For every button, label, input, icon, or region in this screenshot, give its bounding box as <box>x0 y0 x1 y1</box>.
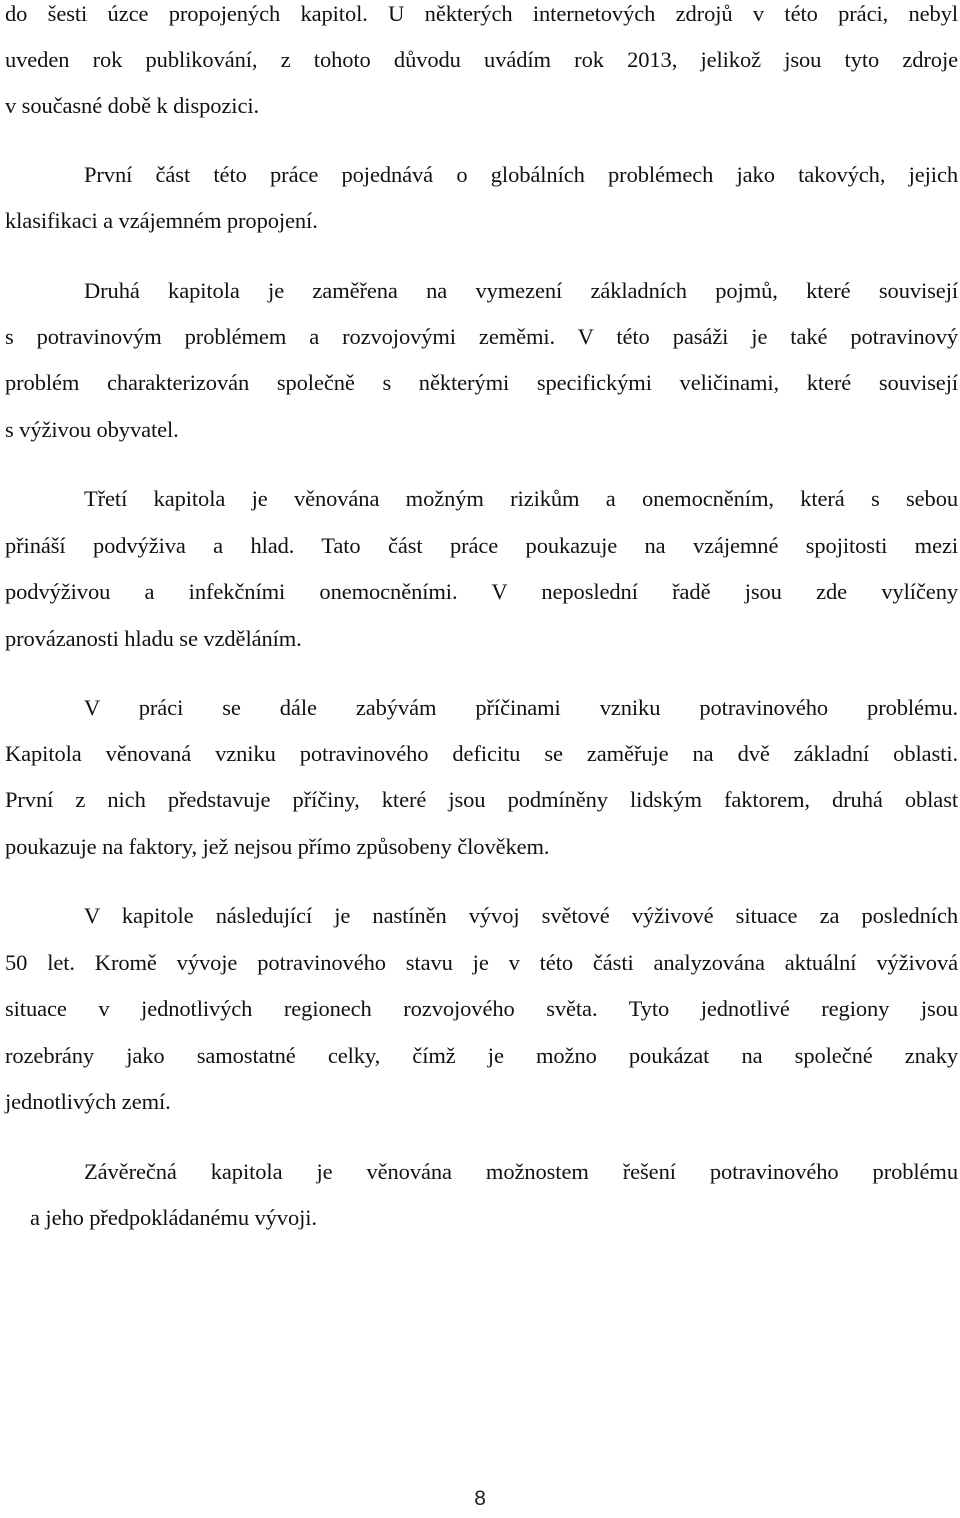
text-line: podvýživou a infekčními onemocněními. V neposlední řadě jsou zde vylíčeny <box>5 579 958 604</box>
text-line: Druhá kapitola je zaměřena na vymezení základních pojmů, které souvisejí <box>84 278 958 303</box>
text-line: 50 let. Kromě vývoje potravinového stavu je v této části analyzována aktuální výživová <box>5 950 958 975</box>
text-line: rozebrány jako samostatné celky, čímž je možno poukázat na společné znaky <box>5 1043 958 1068</box>
text-line: a jeho předpokládanému vývoji. <box>30 1205 317 1230</box>
text-line: Závěrečná kapitola je věnována možnostem řešení potravinového problému <box>84 1159 958 1184</box>
text-line: přináší podvýživa a hlad. Tato část práce poukazuje na vzájemné spojitosti mezi <box>5 533 958 558</box>
text-line: Kapitola věnovaná vzniku potravinového deficitu se zaměřuje na dvě základní oblasti. <box>5 741 958 766</box>
text-line: Třetí kapitola je věnována možným rizikům a onemocněním, která s sebou <box>84 486 958 511</box>
text-line: s výživou obyvatel. <box>5 417 179 442</box>
text-line: První z nich představuje příčiny, které jsou podmíněny lidským faktorem, druhá oblast <box>5 787 958 812</box>
text-line: s potravinovým problémem a rozvojovými zeměmi. V této pasáži je také potravinový <box>5 324 958 349</box>
text-line: V kapitole následující je nastíněn vývoj světové výživové situace za posledních <box>84 903 958 928</box>
text-line: V práci se dále zabývám příčinami vzniku potravinového problému. <box>84 695 958 720</box>
text-line: klasifikaci a vzájemném propojení. <box>5 208 318 233</box>
page-number: 8 <box>474 1487 486 1510</box>
text-line: situace v jednotlivých regionech rozvojového světa. Tyto jednotlivé regiony jsou <box>5 996 958 1021</box>
text-line: jednotlivých zemí. <box>5 1089 171 1114</box>
text-line: poukazuje na faktory, jež nejsou přímo způsobeny člověkem. <box>5 834 550 859</box>
text-line: problém charakterizován společně s některými specifickými veličinami, které souvisejí <box>5 370 958 395</box>
text-line: První část této práce pojednává o globálních problémech jako takových, jejich <box>84 162 958 187</box>
text-line: uveden rok publikování, z tohoto důvodu uvádím rok 2013, jelikož jsou tyto zdroje <box>5 47 958 72</box>
text-line: v současné době k dispozici. <box>5 93 260 118</box>
text-line: provázanosti hladu se vzděláním. <box>5 626 302 651</box>
text-line: do šesti úzce propojených kapitol. U některých internetových zdrojů v této práci, nebyl <box>5 1 958 26</box>
